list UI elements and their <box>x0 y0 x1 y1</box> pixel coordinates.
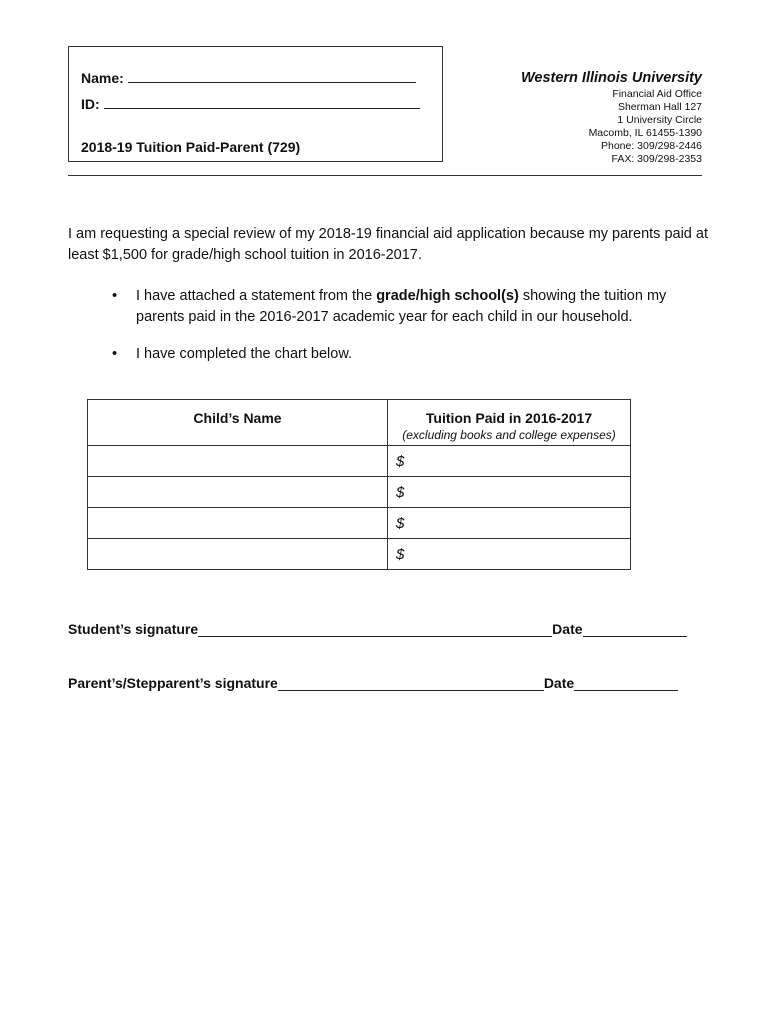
student-date-label: Date <box>552 621 583 637</box>
column-header-child-name <box>88 400 388 446</box>
tuition-amount-cell[interactable]: $ <box>388 446 631 477</box>
id-field[interactable] <box>81 96 420 112</box>
column-header-label: Child’s Name <box>193 410 282 426</box>
university-name: Western Illinois University <box>520 70 702 86</box>
id-blank[interactable] <box>104 96 420 109</box>
student-signature-line[interactable] <box>198 622 552 637</box>
phone-line: Phone: 309/298-2446 <box>600 140 702 152</box>
student-date-line[interactable] <box>583 622 687 637</box>
bullet-text: I have completed the chart below. <box>136 346 353 362</box>
bullet-text-bold: grade/high school(s) <box>376 288 519 304</box>
tuition-amount-cell[interactable]: $ <box>388 539 631 570</box>
table-row <box>88 477 631 508</box>
table-row <box>88 446 631 477</box>
bullet-text-pre: I have attached a statement from the <box>136 288 377 304</box>
name-field[interactable] <box>81 70 416 86</box>
child-name-cell[interactable] <box>88 539 388 570</box>
student-info-box <box>68 46 443 162</box>
child-name-cell[interactable] <box>88 446 388 477</box>
parent-signature-label: Parent’s/Stepparent’s signature <box>68 675 278 691</box>
child-name-cell[interactable] <box>88 508 388 539</box>
header-divider <box>68 175 702 176</box>
child-name-cell[interactable] <box>88 477 388 508</box>
table-row <box>88 539 631 570</box>
table-header-row <box>88 400 631 446</box>
parent-signature-line[interactable] <box>278 676 544 691</box>
address-line: Sherman Hall 127 <box>617 101 702 113</box>
address-line: Financial Aid Office <box>612 88 702 100</box>
column-subheader: (excluding books and college expenses) <box>402 428 616 442</box>
tuition-amount-cell[interactable]: $ <box>388 508 631 539</box>
address-line: Macomb, IL 61455-1390 <box>588 127 702 139</box>
university-block <box>521 70 702 166</box>
name-label: Name: <box>81 70 124 86</box>
parent-date-line[interactable] <box>574 676 678 691</box>
bullet-text <box>136 286 706 327</box>
intro-paragraph: I am requesting a special review of my 2018-19 financial aid application because my parents paid at least $1,500 for grade/high school tuition in 2016-2017. <box>68 226 708 263</box>
address-line: 1 University Circle <box>617 114 702 126</box>
table-row <box>88 508 631 539</box>
fax-line: FAX: 309/298-2353 <box>611 153 702 165</box>
parent-date-label: Date <box>543 675 575 691</box>
name-blank[interactable] <box>128 70 416 83</box>
student-signature-row <box>68 621 702 637</box>
bullet-symbol: • <box>112 346 118 362</box>
tuition-amount-cell[interactable]: $ <box>388 477 631 508</box>
bullet-text-post: showing the tuition my parents paid in the 2016-2017 academic year for each child in our household. <box>136 288 667 325</box>
form-title: 2018-19 Tuition Paid-Parent (729) <box>81 139 301 155</box>
student-signature-label: Student’s signature <box>68 621 199 637</box>
bullet-symbol: • <box>112 288 118 304</box>
column-header-tuition-paid <box>388 400 631 446</box>
column-header-label: Tuition Paid in 2016-2017 <box>425 410 593 426</box>
id-label: ID: <box>81 96 100 112</box>
tuition-table <box>87 399 631 570</box>
parent-signature-row <box>68 675 702 691</box>
